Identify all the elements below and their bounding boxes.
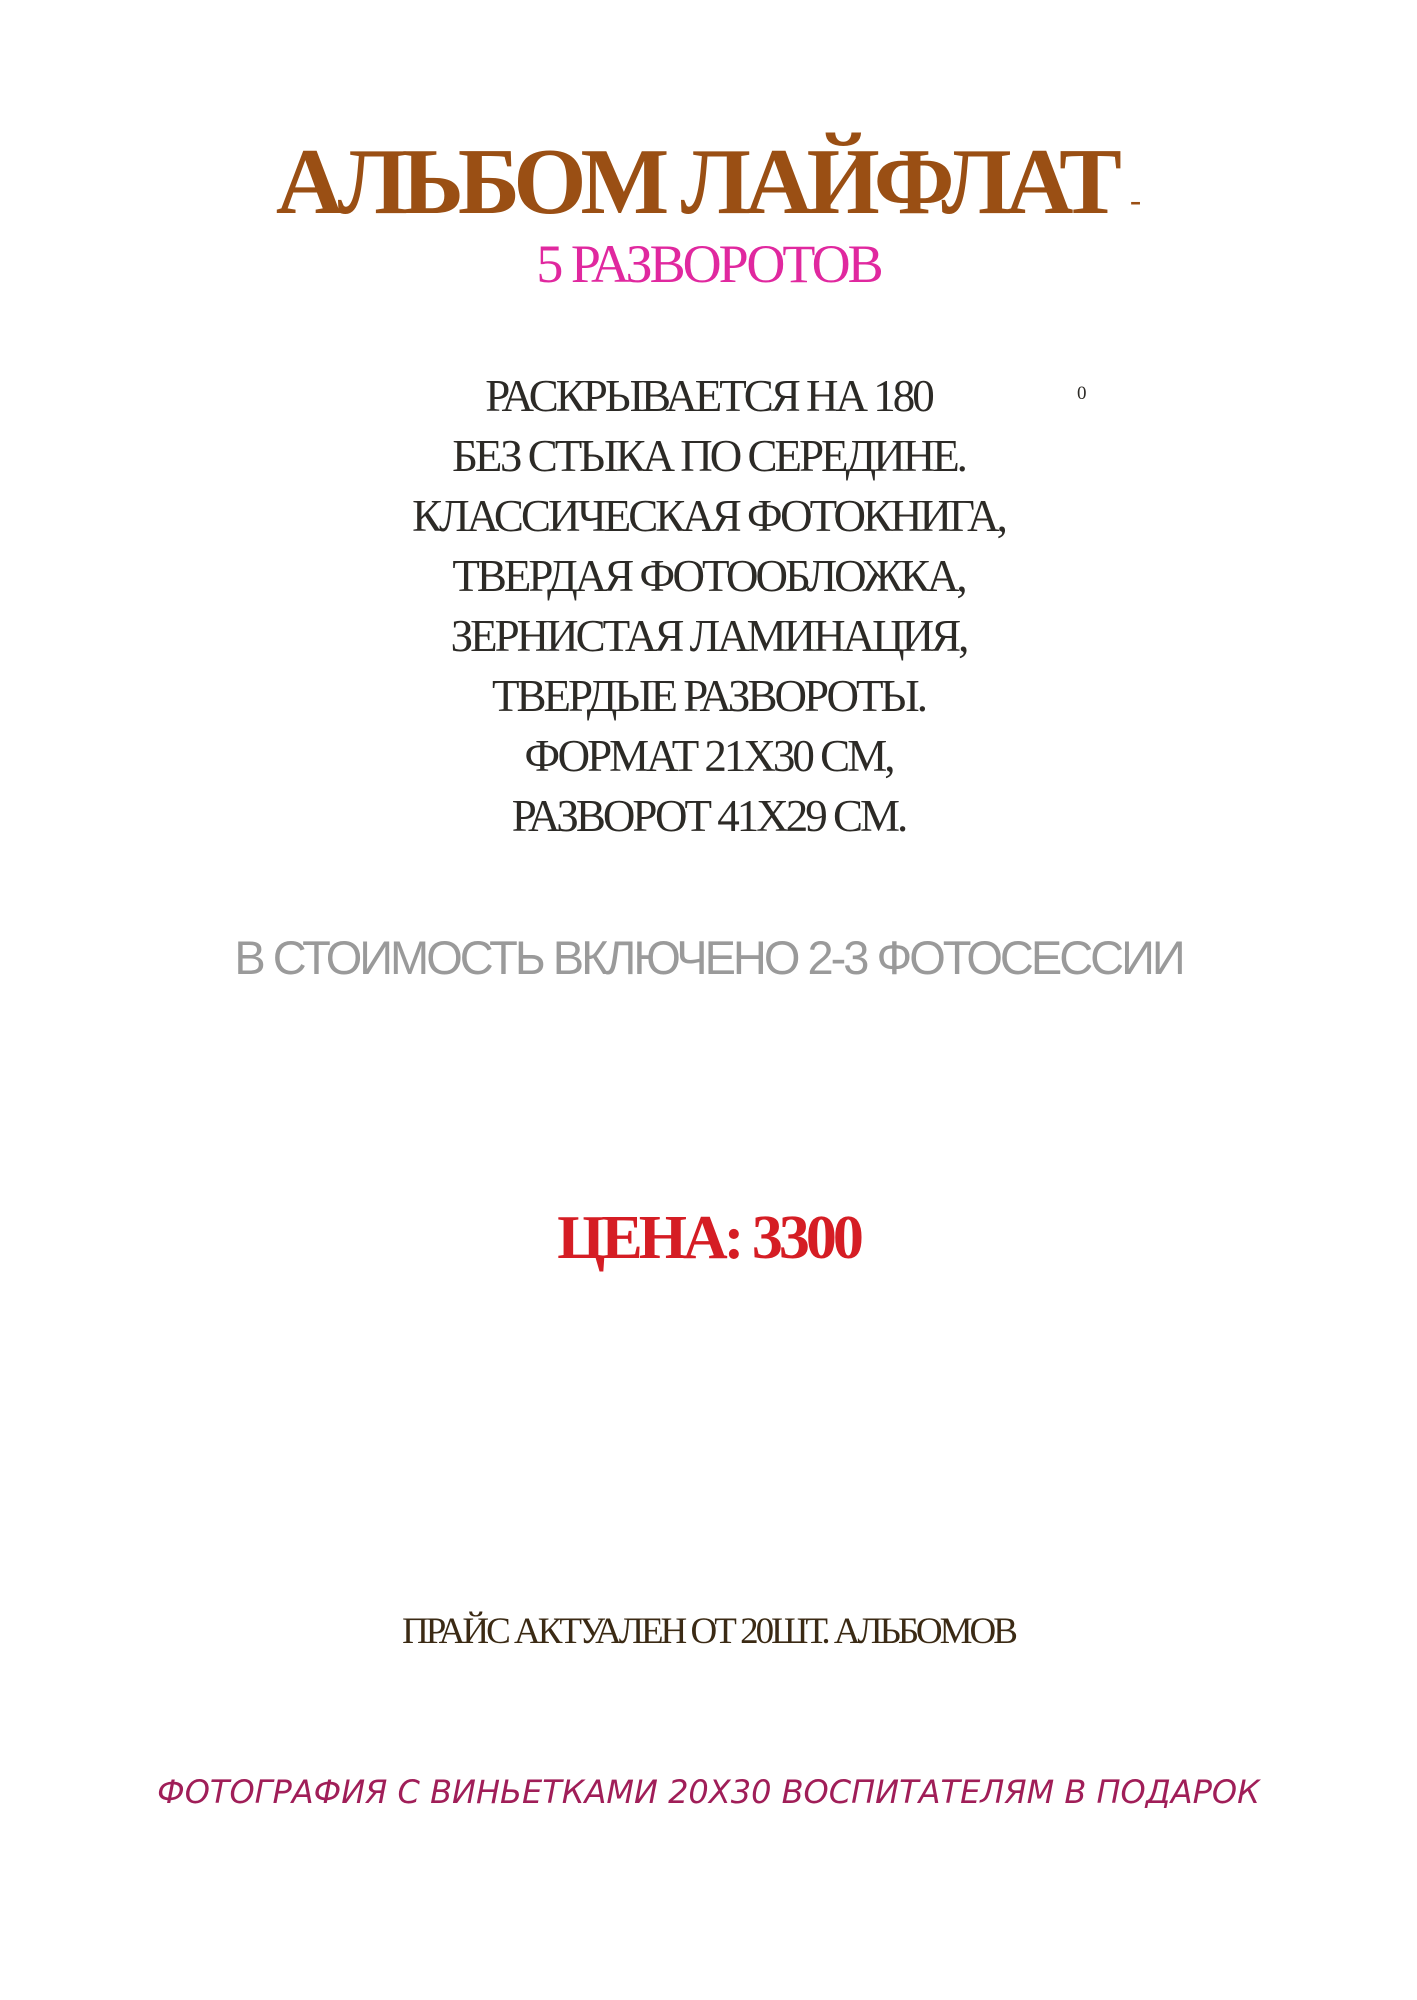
price-condition-note: ПРАЙС АКТУАЛЕН ОТ 20ШТ. АЛЬБОМОВ [402,1611,1015,1652]
price-label: ЦЕНА: 3300 [557,1204,860,1272]
title-dash: - [1129,182,1142,219]
description-line: РАСКРЫВАЕТСЯ НА 180 [485,371,932,421]
page-subtitle: 5 РАЗВОРОТОВ [536,234,881,294]
description-line: КЛАССИЧЕСКАЯ ФОТОКНИГА, [412,491,1005,541]
product-description [0,366,1417,846]
title-line [0,128,1417,236]
page-title: АЛЬБОМ ЛАЙФЛАТ [275,130,1116,234]
description-line: ТВЕРДЫЕ РАЗВОРОТЫ. [491,671,926,721]
degree-mark: 0 [1077,383,1087,404]
description-line: ЗЕРНИСТАЯ ЛАМИНАЦИЯ, [450,611,967,661]
description-line: БЕЗ СТЫКА ПО СЕРЕДИНЕ. [452,431,965,481]
included-sessions-text: В СТОИМОСТЬ ВКЛЮЧЕНО 2-3 ФОТОСЕССИИ [234,931,1183,984]
description-line: РАЗВОРОТ 41Х29 СМ. [511,791,906,841]
description-line: ТВЕРДАЯ ФОТООБЛОЖКА, [452,551,965,601]
gift-text: ФОТОГРАФИЯ С ВИНЬЕТКАМИ 20Х30 ВОСПИТАТЕЛЯМ В ПОДАРОК [157,1773,1260,1811]
description-line: ФОРМАТ 21Х30 СМ, [524,731,893,781]
